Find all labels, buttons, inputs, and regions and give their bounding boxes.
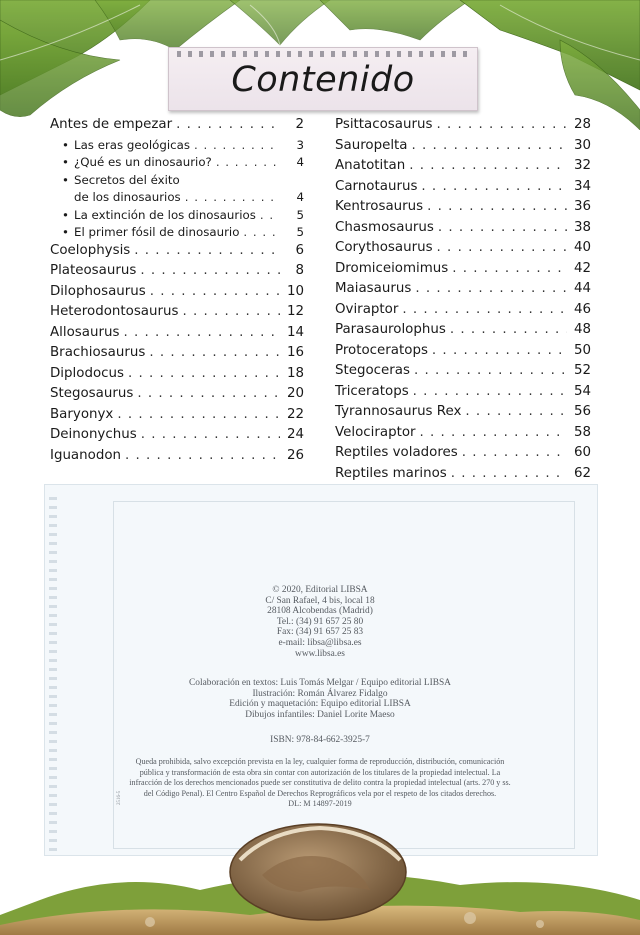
punched-holes <box>177 51 469 57</box>
toc-entry-page: 22 <box>286 406 304 422</box>
dot-leader <box>420 425 567 440</box>
dot-leader <box>140 263 280 278</box>
toc-entry[interactable] <box>50 304 304 325</box>
dot-leader <box>185 190 280 204</box>
toc-entry[interactable] <box>50 284 304 305</box>
publisher-line: Tel.: (34) 91 657 25 80 <box>276 616 364 627</box>
toc-entry-title: Kentrosaurus <box>335 199 424 214</box>
bullet-mark: • <box>62 172 69 187</box>
toc-entry-page: 4 <box>296 155 304 169</box>
toc-entry-title: ¿Qué es un dinosaurio? <box>74 155 212 169</box>
toc-right-column <box>335 117 591 486</box>
toc-entry-title: Dromiceiomimus <box>335 260 449 276</box>
toc-entry-page: 6 <box>295 242 304 258</box>
legal-line: Queda prohibida, salvo excepción prevista en la ley, cualquier forma de reproducción, distribución, comunicación <box>135 757 505 766</box>
toc-entry-page: 8 <box>295 263 304 278</box>
dot-leader <box>437 240 567 255</box>
toc-entry[interactable] <box>335 179 591 200</box>
toc-entry-title: Reptiles marinos <box>335 465 447 481</box>
title-tab <box>168 47 478 111</box>
toc-entry-title: Las eras geológicas <box>74 137 191 152</box>
toc-entry-title: Secretos del éxito <box>74 172 180 187</box>
publisher-line: © 2020, Editorial LIBSA <box>272 585 368 595</box>
toc-entry-title: Antes de empezar <box>50 117 173 132</box>
toc-entry[interactable] <box>335 117 591 138</box>
toc-entry-title: Dilophosaurus <box>50 283 146 299</box>
toc-entry-title: Diplodocus <box>50 365 124 381</box>
legal-line: infracción de los derechos mencionados puede ser constitutiva de delito contra la propiedad intelectual (arts. 270 y ss. <box>129 778 511 787</box>
toc-entry-title: El primer fósil de dinosaurio <box>74 225 240 239</box>
toc-entry-title: Triceratops <box>335 383 409 399</box>
dot-leader <box>413 384 567 399</box>
publisher-line: C/ San Rafael, 4 bis, local 18 <box>265 595 375 606</box>
publisher-line: 28108 Alcobendas (Madrid) <box>267 606 373 617</box>
credit-line: Ilustración: Román Álvarez Fidalgo <box>252 688 388 699</box>
dot-leader <box>414 363 567 378</box>
toc-entry-page: 5 <box>296 225 304 239</box>
dot-leader <box>415 281 567 296</box>
dot-leader <box>125 448 280 463</box>
toc-entry-page: 5 <box>296 207 304 222</box>
isbn: ISBN: 978-84-662-3925-7 <box>270 735 370 745</box>
toc-entry-page: 36 <box>573 199 591 214</box>
toc-entry-title: La extinción de los dinosaurios <box>74 207 256 222</box>
toc-entry[interactable] <box>50 117 304 138</box>
page-title: Contenido <box>231 60 415 100</box>
toc-entry-title: Iguanodon <box>50 447 122 463</box>
dot-leader <box>465 404 567 419</box>
toc-entry[interactable] <box>50 263 304 284</box>
toc-entry[interactable] <box>50 325 304 346</box>
dinosaur-egg-illustration <box>0 820 640 935</box>
toc-entry-page: 44 <box>573 281 591 296</box>
toc-entry-title: Baryonyx <box>50 406 114 422</box>
dot-leader <box>438 220 567 235</box>
dot-leader <box>452 261 567 276</box>
dot-leader <box>409 158 567 173</box>
toc-entry-page: 42 <box>573 260 591 276</box>
toc-entry[interactable] <box>335 261 591 282</box>
toc-entry[interactable] <box>50 225 304 243</box>
toc-entry-title: Anatotitan <box>335 158 406 173</box>
toc-entry[interactable] <box>335 363 591 384</box>
dot-leader <box>149 345 280 360</box>
toc-entry-title: de los dinosaurios <box>74 190 181 204</box>
publisher-line: www.libsa.es <box>295 648 345 659</box>
dot-leader <box>432 343 567 358</box>
toc-entry-page: 52 <box>573 363 591 378</box>
toc-entry[interactable] <box>50 345 304 366</box>
toc-entry-page: 54 <box>573 383 591 399</box>
toc-entry[interactable] <box>50 386 304 407</box>
toc-entry-page: 32 <box>573 158 591 173</box>
dot-leader <box>412 138 567 153</box>
dot-leader <box>176 117 280 132</box>
toc-entry-title: Allosaurus <box>50 324 120 340</box>
credit-line: Colaboración en textos: Luis Tomás Melgar / Equipo editorial LIBSA <box>189 678 451 688</box>
credit-lines <box>44 678 596 720</box>
toc-entry-page: 58 <box>573 424 591 440</box>
toc-entry-title: Plateosaurus <box>50 263 137 278</box>
dot-leader <box>436 117 567 132</box>
bullet-mark: • <box>62 155 69 169</box>
toc-entry-page: 10 <box>286 283 304 299</box>
credit-line: Edición y maquetación: Equipo editorial LIBSA <box>229 699 411 710</box>
toc-entry-page: 16 <box>286 345 304 360</box>
toc-entry-page: 56 <box>573 404 591 419</box>
dot-leader <box>182 304 280 319</box>
toc-entry-page: 28 <box>573 117 591 132</box>
toc-entry[interactable] <box>50 243 304 264</box>
toc-entry-title: Carnotaurus <box>335 178 418 194</box>
dot-leader <box>260 208 280 222</box>
dot-leader <box>243 225 280 239</box>
toc-entry[interactable] <box>335 302 591 323</box>
toc-entry-page: 38 <box>573 219 591 235</box>
toc-entry-page: 4 <box>296 190 304 204</box>
dot-leader <box>137 386 280 401</box>
toc-entry-page: 30 <box>573 137 591 153</box>
toc-entry[interactable] <box>50 427 304 448</box>
toc-entry[interactable] <box>335 466 591 487</box>
toc-entry-page: 18 <box>286 365 304 381</box>
toc-entry[interactable] <box>50 208 304 226</box>
dot-leader <box>450 322 567 337</box>
toc-entry-title: Sauropelta <box>335 137 408 153</box>
toc-entry-title: Stegoceras <box>335 363 410 378</box>
publisher-line: Fax: (34) 91 657 25 83 <box>276 627 364 638</box>
toc-entry-title: Psittacosaurus <box>335 117 433 132</box>
toc-entry-title: Heterodontosaurus <box>50 304 179 319</box>
dot-leader <box>427 199 567 214</box>
dot-leader <box>134 243 280 258</box>
legal-line: DL: M 14897-2019 <box>288 799 352 808</box>
toc-entry[interactable] <box>50 448 304 469</box>
publisher-line: e-mail: libsa@libsa.es <box>278 637 362 648</box>
toc-entry[interactable] <box>335 281 591 302</box>
toc-entry-page: 50 <box>573 342 591 358</box>
bullet-mark: • <box>62 225 69 239</box>
dot-leader <box>462 445 567 460</box>
toc-entry[interactable] <box>50 155 304 173</box>
toc-entry-page: 14 <box>286 324 304 340</box>
toc-entry-title: Corythosaurus <box>335 240 433 255</box>
credit-line: Dibujos infantiles: Daniel Lorite Maeso <box>245 709 395 720</box>
dot-leader <box>194 138 280 152</box>
dot-leader <box>150 284 280 299</box>
dot-leader <box>117 407 280 422</box>
toc-entry[interactable] <box>50 366 304 387</box>
legal-line: pública y transformación de esta obra sin contar con autorización de los titulares de la propiedad intelectual. La <box>139 767 501 777</box>
toc-entry[interactable] <box>335 322 591 343</box>
toc-entry-title: Deinonychus <box>50 427 137 442</box>
toc-entry-title: Coelophysis <box>50 242 131 258</box>
toc-entry-title: Tyrannosaurus Rex <box>335 404 462 419</box>
toc-entry-title: Parasaurolophus <box>335 322 446 337</box>
dot-leader <box>128 366 280 381</box>
toc-entry-page: 34 <box>573 178 591 194</box>
toc-entry[interactable] <box>335 384 591 405</box>
toc-entry[interactable] <box>335 220 591 241</box>
toc-entry[interactable] <box>335 425 591 446</box>
toc-entry-page: 24 <box>286 427 304 442</box>
toc-entry-title: Oviraptor <box>335 301 399 317</box>
toc-entry-page: 12 <box>286 304 304 319</box>
side-code: 2516-5 <box>117 790 122 805</box>
toc-entry-page: 40 <box>573 240 591 255</box>
toc-entry-title: Chasmosaurus <box>335 219 434 235</box>
toc-entry-page: 2 <box>295 117 304 132</box>
bullet-mark: • <box>62 137 69 152</box>
toc-entry[interactable] <box>335 404 591 425</box>
toc-left-column <box>50 117 304 468</box>
toc-entry-title: Brachiosaurus <box>50 345 146 360</box>
toc-entry[interactable] <box>335 445 591 466</box>
toc-entry-page: 46 <box>573 301 591 317</box>
toc-entry[interactable] <box>50 407 304 428</box>
toc-entry-page: 48 <box>573 322 591 337</box>
toc-entry[interactable] <box>335 158 591 179</box>
isbn-block <box>44 735 596 746</box>
dot-leader <box>402 302 567 317</box>
publisher-info <box>44 585 596 659</box>
toc-entry[interactable] <box>50 190 304 208</box>
toc-entry[interactable] <box>50 138 304 156</box>
dot-leader <box>123 325 280 340</box>
toc-entry[interactable] <box>335 138 591 159</box>
toc-entry-page: 62 <box>573 465 591 481</box>
toc-entry-title: Maiasaurus <box>335 281 412 296</box>
toc-entry-title: Stegosaurus <box>50 386 134 401</box>
toc-entry[interactable] <box>335 343 591 364</box>
dot-leader <box>421 179 567 194</box>
toc-entry-title: Protoceratops <box>335 342 428 358</box>
toc-entry-title: Velociraptor <box>335 424 416 440</box>
toc-entry-page: 20 <box>286 386 304 401</box>
legal-line: del Código Penal). El Centro Español de Derechos Reprográficos vela por el respeto de los citados derechos. <box>143 788 497 798</box>
dot-leader <box>451 466 567 481</box>
toc-entry[interactable] <box>335 199 591 220</box>
toc-entry-page: 3 <box>296 137 304 152</box>
toc-entry[interactable] <box>50 173 304 191</box>
legal-notice <box>44 757 596 810</box>
dot-leader <box>216 155 280 169</box>
toc-entry-page: 26 <box>286 447 304 463</box>
toc-entry-title: Reptiles voladores <box>335 445 458 460</box>
dot-leader <box>141 427 280 442</box>
bullet-mark: • <box>62 207 69 222</box>
toc-entry[interactable] <box>335 240 591 261</box>
toc-entry-page: 60 <box>573 445 591 460</box>
